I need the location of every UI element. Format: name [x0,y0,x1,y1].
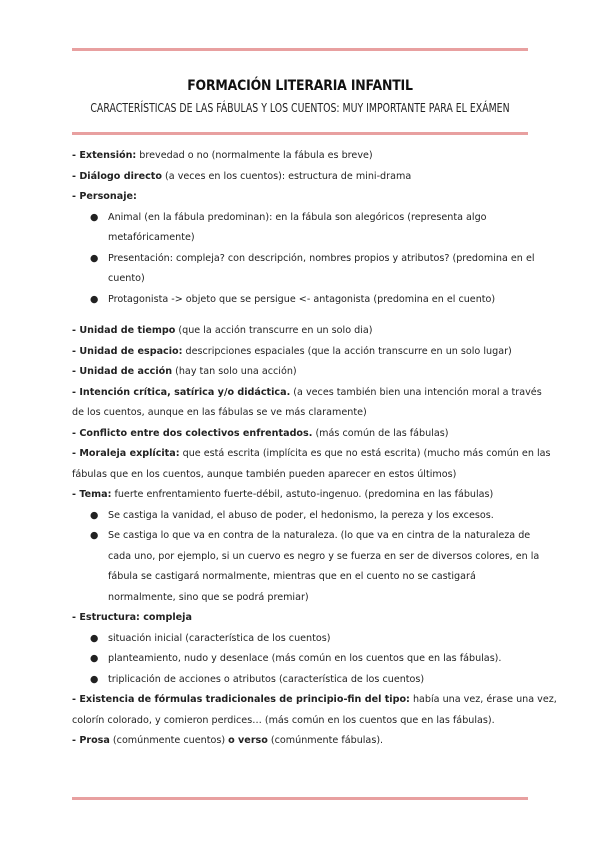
bullet-icon: ● [90,293,99,305]
item-dialogo: - Diálogo directo (a veces en los cuentos): estructura de mini-drama [72,170,412,182]
list-item: ● triplicación de acciones o atributos (característica de los cuentos) [72,670,532,691]
document-body: - Extensión: brevedad o no (normalmente la fábula es breve) - Diálogo directo (a veces en los cuentos): estructura de mini-drama - Personaje: ● Animal (en la fábula predominan): en la fábula son alegóricos (representa algo metafóricamente) ● Presentación: compleja? con descripción, nombres propios y atributos? (predomina en el cuento) ● Protagonista -> objeto que se persigue <- antagonista (predomina en el cuento) - Unidad de tiempo (que la acción transcurre en un solo dia) - Unidad de espacio: descripciones espaciales (que la acción transcurre en un solo lugar) - Unidad de acción (hay tan solo una acción) - Intención crítica, satírica y/o didáctica. (a veces también bien una intención moral a través de los cuentos, aunque en las fábulas se ve más claramente) - Conflicto entre dos colectivos enfrentados. (más común de las fábulas) - Moraleja explícita: que está escrita (implícita es que no está escrita) (mucho más común en las fábulas que en los cuentos, aunque también pueden aparecer en estos últimos) - Tema: fuerte enfrentamiento fuerte-débil, astuto-ingenuo. (predomina en las fábulas) ● Se castiga la vanidad, el abuso de poder, el hedonismo, la pereza y los excesos. ● Se castiga lo que va en contra de la naturaleza. (lo que va en cintra de la naturaleza de cada uno, por ejemplo, si un cuervo es negro y se fuerza en ser de diversos colores, en la fábula se castigará normalmente, mientras que en el cuento no se castigará normalmente, sino que se podrá premiar) - Estructura: compleja ● situación inicial (característica de los cuentos) ● planteamiento, nudo y desenlace (más común en los cuentos que en las fábulas). ● triplicación de acciones o atributos (característica de los cuentos) - Existencia de fórmulas tradicionales de principio-fin del tipo: había una vez, érase una vez, colorín colorado, y comieron perdices… (más común en los cuentos que en las fábulas). - Prosa (comúnmente cuentos) o verso (comúnmente fábulas). [72,146,532,752]
bullet-icon: ● [90,673,99,685]
page-subtitle: CARACTERÍSTICAS DE LAS FÁBULAS Y LOS CUENTOS: MUY IMPORTANTE PARA EL EXÁMEN [90,101,510,115]
estructura-list [72,629,532,691]
item-intencion: - Intención crítica, satírica y/o didáctica. (a veces también bien una intención moral a través [72,386,542,398]
list-item: ● Animal (en la fábula predominan): en la fábula son alegóricos (representa algo metafóricamente) [72,208,532,249]
item-extension: - Extensión: brevedad o no (normalmente la fábula es breve) [72,150,373,161]
item-espacio: - Unidad de espacio: descripciones espaciales (que la acción transcurre en un solo lugar) [72,345,512,357]
bullet-icon: ● [90,509,99,521]
page-title: FORMACIÓN LITERARIA INFANTIL [187,78,413,94]
item-conflicto: - Conflicto entre dos colectivos enfrentados. (más común de las fábulas) [72,427,449,439]
personaje-list [72,208,535,311]
list-item: ● Protagonista -> objeto que se persigue <- antagonista (predomina en el cuento) [72,290,532,311]
item-estructura: - Estructura: compleja [72,612,192,623]
bullet-icon: ● [90,252,99,264]
item-prosa: - Prosa (comúnmente cuentos) o verso (comúnmente fábulas). [72,735,384,746]
list-item: ● Se castiga la vanidad, el abuso de poder, el hedonismo, la pereza y los excesos. [72,506,532,527]
top-divider [72,48,528,51]
bullet-icon: ● [90,530,99,541]
item-moraleja: - Moraleja explícita: que está escrita (implícita es que no está escrita) (mucho más común en las [72,448,551,459]
item-accion: - Unidad de acción (hay tan solo una acción) [72,366,297,377]
bullet-icon: ● [90,632,99,644]
tema-list [72,506,540,609]
list-item: ● planteamiento, nudo y desenlace (más común en los cuentos que en las fábulas). [72,649,532,670]
list-item: ● Presentación: compleja? con descripción, nombres propios y atributos? (predomina en el cuento) [72,249,532,290]
item-tiempo: - Unidad de tiempo (que la acción transcurre en un solo dia) [72,325,373,336]
item-formulas: - Existencia de fórmulas tradicionales de principio-fin del tipo: había una vez, érase una vez, [72,694,557,705]
list-item: ● Se castiga lo que va en contra de la naturaleza. (lo que va en cintra de la naturaleza de cada uno, por ejemplo, si un cuervo es negro y se fuerza en ser de diversos colores, en la fábula se castigará normalmente, mientras que en el cuento no se castigará normalmente, sino que se podrá premiar) [72,526,532,608]
header-divider [72,132,528,135]
item-tema: - Tema: fuerte enfrentamiento fuerte-débil, astuto-ingenuo. (predomina en las fábulas) [72,489,494,500]
bullet-icon: ● [90,211,99,223]
list-item: ● situación inicial (característica de los cuentos) [72,629,532,650]
item-personaje: - Personaje: [72,191,137,202]
bottom-divider [72,797,528,800]
bullet-icon: ● [90,653,99,664]
